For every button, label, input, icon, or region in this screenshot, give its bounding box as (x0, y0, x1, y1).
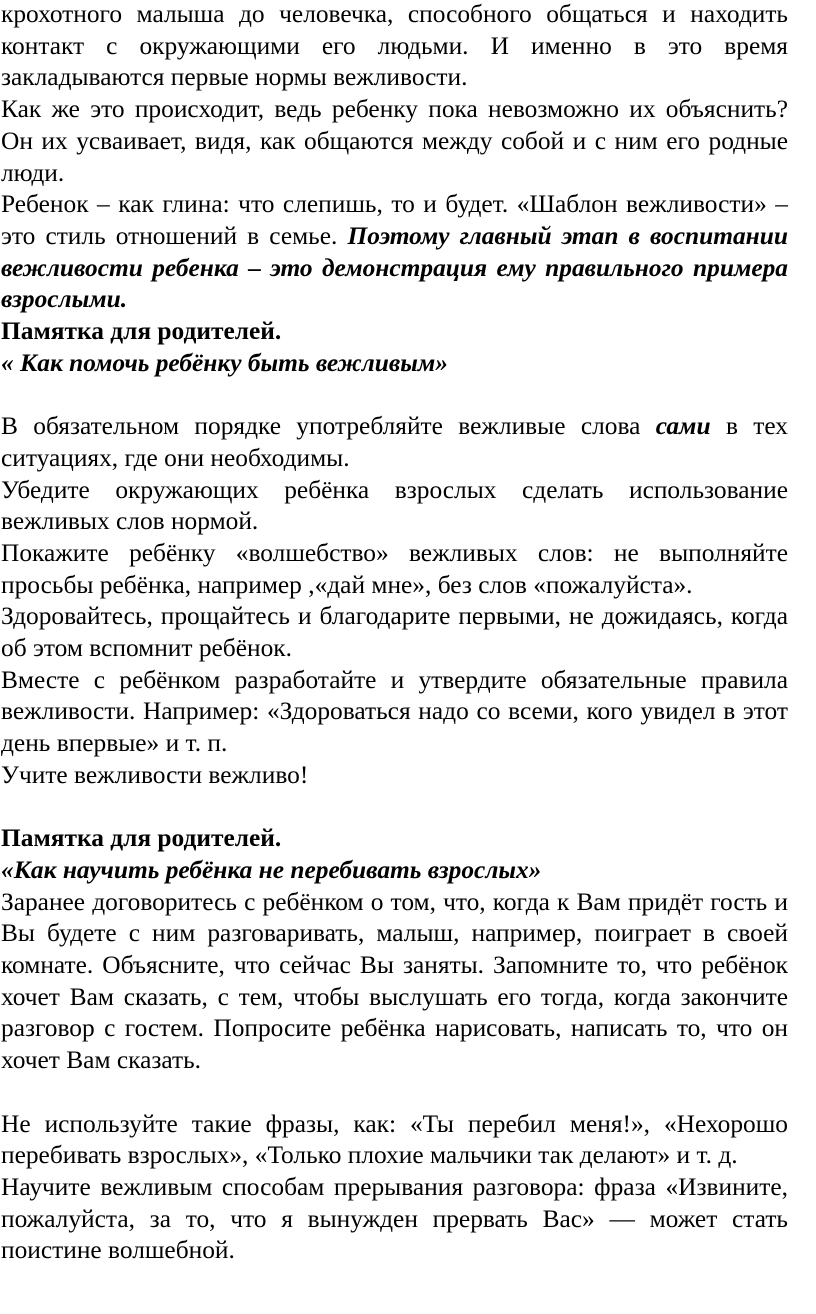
intro-paragraph-2: Как же это происходит, ведь ребенку пока невозможно их объяснить? Он их усваивает, видя, как общаются между собой и с ним его родные люди. (1, 95, 788, 187)
memo2-paragraph-2: Не используйте такие фразы, как: «Ты перебил меня!», «Нехорошо перебивать взрослых», «Только плохие мальчики так делают» и т. д. (1, 1109, 788, 1170)
spacer (1, 1077, 788, 1109)
intro-paragraph-3 (1, 189, 788, 316)
memo1-item-6: Учите вежливости вежливо! (1, 760, 309, 789)
memo1-item-1-after: в тех ситуациях, где они необходимы. (1, 412, 788, 472)
memo1-item-4: Здоровайтесь, прощайтесь и благодарите первыми, не дожидаясь, когда об этом вспомнит ребёнок. (1, 602, 788, 663)
memo1-item-1 (1, 411, 788, 474)
memo1-item-1-emphasis: сами (655, 412, 711, 441)
memo1-heading: Памятка для родителей. (1, 317, 282, 346)
intro-paragraph-3-text: Ребенок – как глина: что слепишь, то и будет. «Шаблон вежливости» – это стиль отношений в семье. (1, 190, 788, 250)
intro-paragraph-1: крохотного малыша до человечка, способного общаться и находить контакт с окружающими его людьми. И именно в это время закладываются первые нормы вежливости. (1, 0, 788, 92)
memo1-item-5: Вместе с ребёнком разработайте и утвердите обязательные правила вежливости. Например: «Здороваться надо со всеми, кого увидел в этот день впервые» и т. п. (1, 665, 788, 758)
memo1-item-2: Убедите окружающих ребёнка взрослых сделать использование вежливых слов нормой. (1, 475, 788, 536)
memo1-item-3: Покажите ребёнку «волшебство» вежливых слов: не выполняйте просьбы ребёнка, например ,«дай мне», без слов «пожалуйста». (1, 538, 788, 599)
intro-emphasis: Поэтому главный этап в воспитании вежливости ребенка – это демонстрация ему правильного примера взрослыми. (1, 221, 788, 314)
spacer (1, 792, 788, 824)
memo2-heading: Памятка для родителей. (1, 824, 282, 853)
memo1-subtitle: « Как помочь ребёнку быть вежливым» (1, 348, 448, 377)
memo1-item-1-before: В обязательном порядке употребляйте вежливые слова (1, 412, 641, 441)
memo2-subtitle: «Как научить ребёнка не перебивать взрослых» (1, 855, 542, 884)
memo2-paragraph-1: Заранее договоритесь с ребёнком о том, что, когда к Вам придёт гость и Вы будете с ним разговаривать, малыш, например, поиграет в своей комнате. Объясните, что сейчас Вы заняты. Запомните то, что ребёнок хочет Вам сказать, с тем, чтобы выслушать его тогда, когда закончите разговор с гостем. Попросите ребёнка нарисовать, написать то, что он хочет Вам сказать. (1, 887, 788, 1075)
memo2-paragraph-3: Научите вежливым способам прерывания разговора: фраза «Извините, пожалуйста, за то, что я вынужден прервать Вас» — может стать поистине волшебной. (1, 1172, 788, 1265)
spacer (1, 379, 788, 411)
